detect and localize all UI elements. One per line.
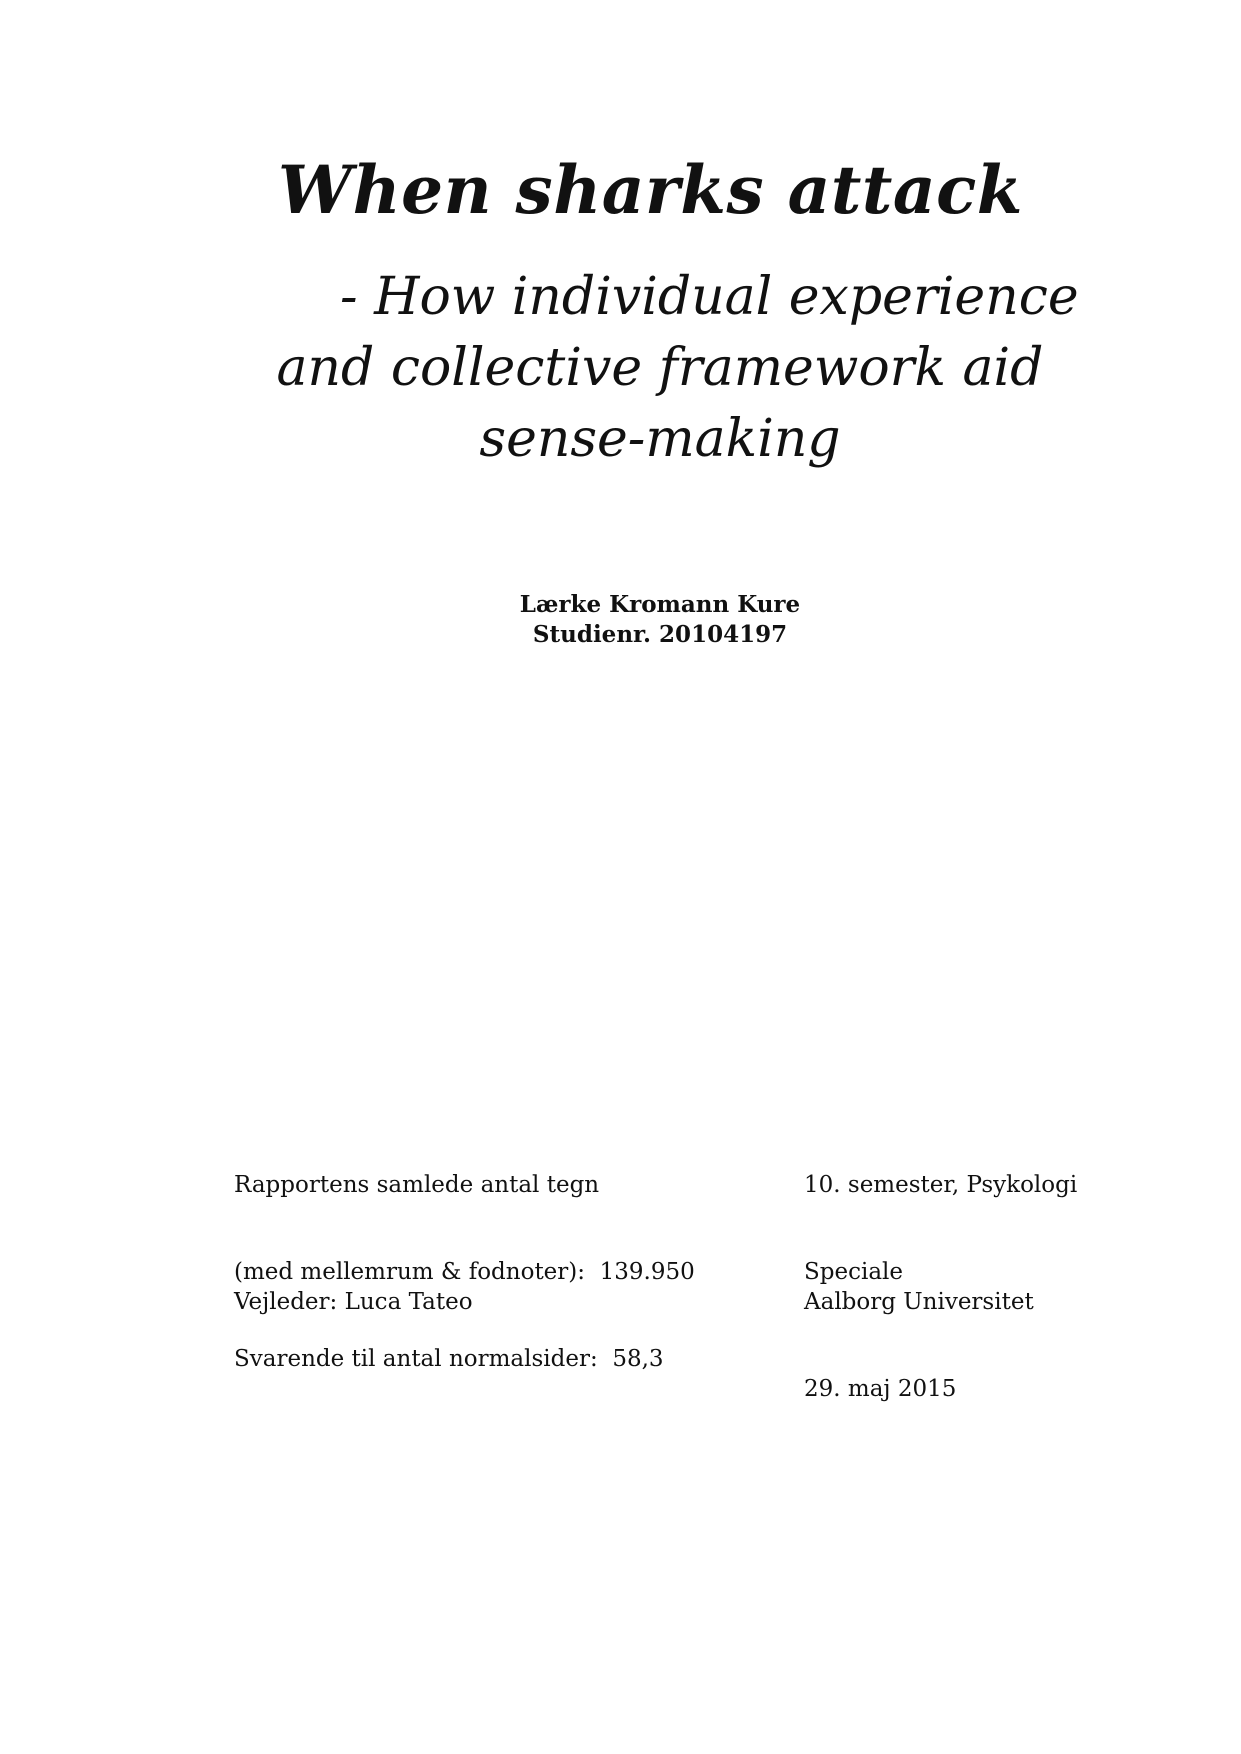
supervisor: Vejleder: Luca Tateo [234,1289,473,1315]
university-block [804,1230,1034,1462]
char-count-value: (med mellemrum & fodnoter): 139.950 [234,1259,695,1285]
char-count-label: Rapportens samlede antal tegn [234,1172,600,1198]
supervisor-block [234,1230,473,1375]
document-subtitle [270,262,1079,475]
subtitle-line: - How individual experience [340,267,1079,327]
author-block [420,590,900,650]
subtitle-line: and collective framework aid [276,338,1044,398]
semester: 10. semester, Psykologi [804,1172,1078,1198]
author-name: Lærke Kromann Kure [519,591,801,618]
student-number: Studienr. 20104197 [532,621,788,648]
subtitle-line: sense-making [479,409,841,469]
submission-date: 29. maj 2015 [804,1376,957,1402]
document-title: When sharks attack [277,151,1024,229]
normal-pages-value: Svarende til antal normalsider: 58,3 [234,1346,664,1372]
thesis-type: Speciale [804,1259,904,1285]
university: Aalborg Universitet [804,1289,1034,1315]
